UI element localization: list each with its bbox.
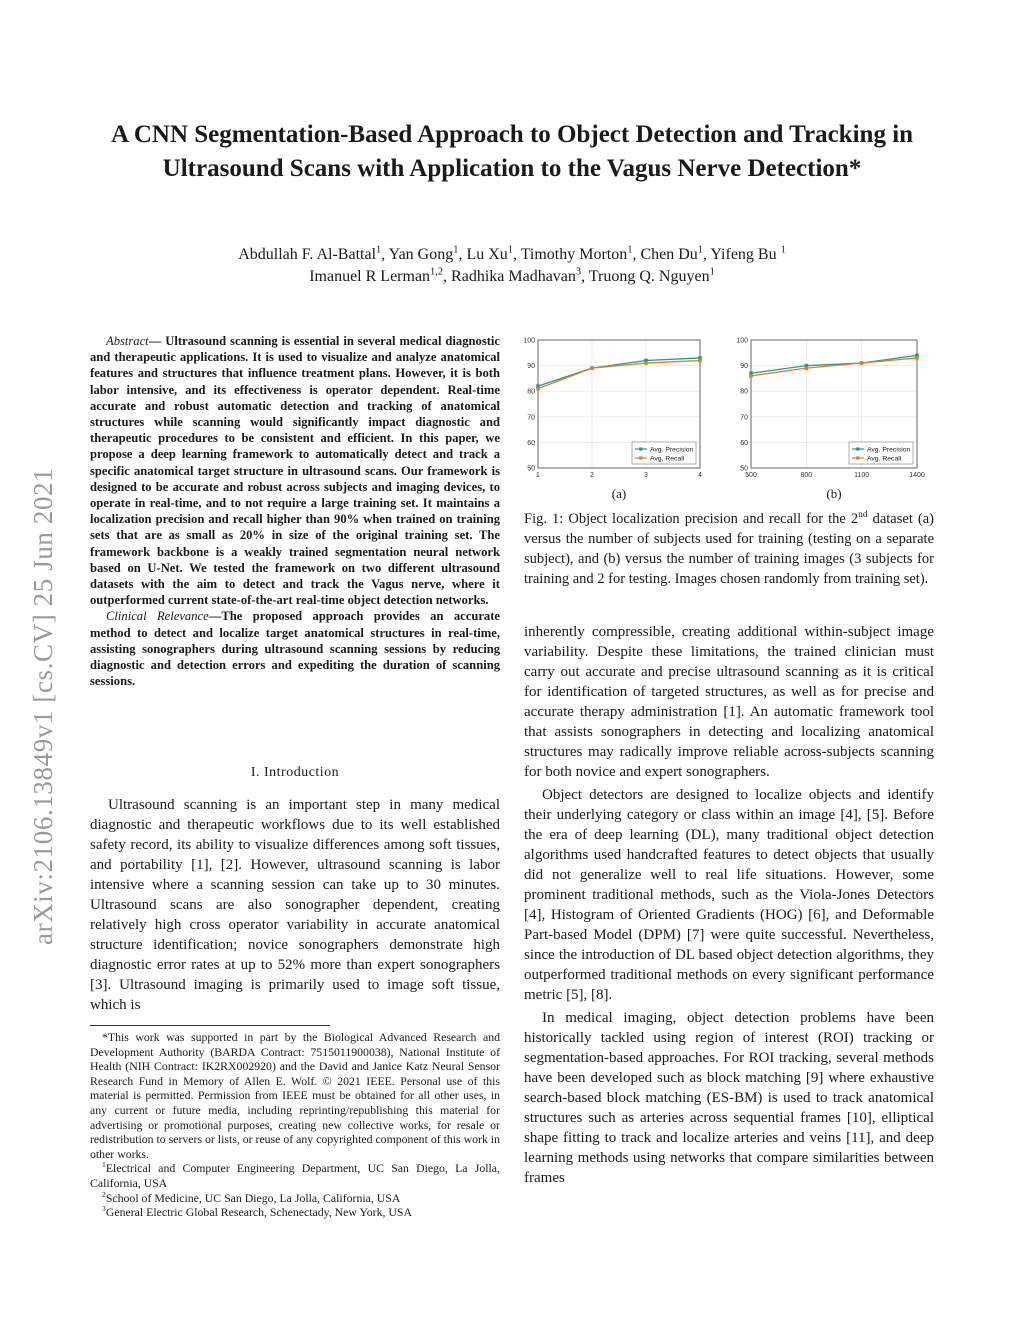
subfigure-label: (a) [611, 486, 627, 501]
body-paragraph: Object detectors are designed to localize objects and identify their underlying category or class within an image [4], [5]. Before the era of deep learning (DL), many traditional object detection algorithms used handcrafted features to detect objects that usually did not generalize well to real life situations. However, some prominent traditional methods, such as the Viola-Jones Detectors [4], Histogram of Oriented Gradients (HOG) [6], and Deformable Part-based Model (DPM) [7] were quite successful. Nevertheless, since the introduction of DL based object detection algorithms, they outperformed traditional methods on every significant performance metric [5], [8]. [524, 787, 934, 1003]
footnote-divider [90, 1025, 330, 1026]
legend-label: Avg. Recall [650, 455, 685, 463]
affiliation-mark: 1 [697, 244, 703, 256]
author-name: Imanuel R Lerman [309, 268, 431, 285]
x-tick-label: 1100 [854, 472, 870, 479]
data-point [915, 356, 919, 360]
author-line-1: Abdullah F. Al-Battal$^1$, Yan Gong$^1$, Lu Xu$^1$, Timothy Morton$^1$, Chen Du$^1$, Yifeng Bu $^1$ [238, 244, 786, 263]
data-point [536, 387, 540, 391]
intro-paragraph: Ultrasound scanning is an important step in many medical diagnostic and therapeutic workflows due to its well established safety record, its ability to visualize differences among soft tissues, and portability [1], [2]. However, ultrasound scanning is labor intensive where a scanning session can take up to 30 minutes. Ultrasound scans are also sonographer dependent, creating relatively high cross operator variability in accurate anatomical structure identification; novice sonographers demonstrate high diagnostic error rates at up to 52% more than expert sonographers [3]. Ultrasound imaging is primarily used to image soft tissue, which is [90, 797, 500, 1013]
x-tick-label: 2 [590, 472, 594, 479]
author-name: Yifeng Bu [710, 246, 777, 263]
right-column-body [524, 622, 934, 1188]
series-line [751, 358, 917, 376]
legend-marker [856, 456, 859, 459]
author-name: Abdullah F. Al-Battal [238, 246, 377, 263]
y-tick-label: 50 [527, 465, 535, 473]
author-name: Chen Du [640, 246, 698, 263]
data-point [805, 366, 809, 370]
affiliation-mark: 1 [709, 266, 715, 278]
affiliation-mark: 1 [376, 244, 382, 256]
clinical-relevance-paragraph [90, 608, 500, 689]
clinical-relevance-text: —The proposed approach provides an accurate method to detect and localize target anatomical structures in real-time, assisting sonographers during ultrasound scanning sessions by reducing diagnostic and detection errors and expediting the duration of scanning sessions. [90, 609, 500, 689]
body-paragraph: inherently compressible, creating additional within-subject image variability. Despite these limitations, the trained clinician must carry out accurate and precise ultrasound scanning as it is critical for identification of targeted structures, as well as for precise and accurate therapy administration [1]. An automatic framework tool that assists sonographers in detecting and localizing anatomical structures may radically improve reliable across-subjects scanning for both novice and expert sonographers. [524, 624, 934, 780]
affiliation-footnote: $^1$Electrical and Computer Engineering Department, UC San Diego, La Jolla, California, USA [90, 1160, 500, 1190]
clinical-relevance-label: Clinical Relevance [106, 609, 209, 624]
data-point [644, 361, 648, 365]
section-heading: I. Introduction [250, 765, 340, 780]
affiliation-mark: 1 [507, 244, 513, 256]
paper-title: A CNN Segmentation-Based Approach to Object Detection and Tracking in Ultrasound Scans with Application to the Vagus Nerve Detection* [110, 121, 914, 182]
y-tick-label: 70 [527, 414, 535, 422]
y-tick-label: 100 [736, 337, 748, 345]
affiliation-mark: 1 [627, 244, 633, 256]
affiliation-footnote: $^2$School of Medicine, UC San Diego, La Jolla, California, USA [102, 1189, 401, 1205]
legend-marker [856, 447, 859, 450]
y-tick-label: 70 [740, 414, 748, 422]
legend-marker [639, 447, 642, 450]
y-tick-label: 80 [527, 388, 535, 396]
y-tick-label: 60 [740, 439, 748, 447]
arxiv-identifier: arXiv:2106.13849v1 [cs.CV] 25 Jun 2021 [28, 467, 58, 945]
figure-1-charts [518, 328, 934, 510]
abstract-text: — Ultrasound scanning is essential in several medical diagnostic and therapeutic applications. It is used to visualize and analyze anatomical features and structures that influence treatment plans. However, it is both labor intensive, and its effectiveness is operator dependent. Real-time accurate and robust automatic detection and tracking of anatomical structures while scanning would significantly impact diagnostic and therapeutic procedures to be consistent and efficient. In this paper, we propose a deep learning framework to automatically detect and track a specific anatomical target structure in ultrasound scans. Our framework is designed to be accurate and robust across subjects and imaging devices, to operate in real-time, and to not require a large training set. It maintains a localization precision and recall higher than 90% when trained on training sets that are as small as 20% in size of the original training set. The framework backbone is a weakly trained segmentation neural network based on U-Net. We tested the framework on two different ultrasound datasets with the aim to detect and track the Vagus nerve, where it outperformed current state-of-the-art real-time object detection networks. [90, 334, 500, 608]
x-tick-label: 800 [800, 472, 813, 479]
body-paragraph: In medical imaging, object detection problems have been historically tackled using region of interest (ROI) tracking or segmentation-based approaches. For ROI tracking, several methods have been developed such as block matching [9] where exhaustive search-based block matching (ES-BM) is used to track anatomical structures such as arteries across sequential frames [10], elliptical shape fitting to track and localize arteries and veins [11], and deep learning methods using networks that compare similarities between frames [524, 1010, 934, 1186]
y-tick-label: 50 [740, 465, 748, 473]
author-name: Lu Xu [466, 246, 508, 263]
affiliation-mark: 1 [453, 244, 459, 256]
series-line [751, 355, 917, 373]
legend-label: Avg. Recall [867, 455, 902, 463]
data-point [749, 374, 753, 378]
author-name: Yan Gong [388, 246, 454, 263]
x-tick-label: 4 [698, 472, 702, 479]
y-tick-label: 100 [523, 337, 535, 345]
abstract-paragraph [90, 333, 500, 608]
affiliation-mark: 3 [575, 266, 582, 278]
figure-caption: Fig. 1: Object localization precision and recall for the 2nd dataset (a) versus the number of subjects used for training (testing on a separate subject), and (b) versus the number of training images (3 subjects for training and 2 for testing. Images chosen randomly from training set). [524, 510, 934, 587]
y-tick-label: 90 [740, 363, 748, 371]
author-name: Timothy Morton [520, 246, 628, 263]
legend-marker [639, 456, 642, 459]
legend-label: Avg. Precision [867, 446, 911, 454]
x-tick-label: 1 [536, 472, 540, 479]
x-tick-label: 500 [745, 472, 757, 479]
chart-panel [523, 338, 702, 502]
data-point [860, 361, 864, 365]
x-tick-label: 1400 [909, 472, 925, 479]
chart-panel [736, 338, 925, 502]
affiliation-mark: 1,2 [430, 266, 444, 278]
affiliation-mark: 1 [780, 244, 786, 256]
subfigure-label: (b) [826, 486, 842, 501]
x-tick-label: 3 [644, 472, 648, 479]
data-point [698, 359, 702, 363]
y-tick-label: 80 [740, 388, 748, 396]
affiliation-footnote: $^3$General Electric Global Research, Schenectady, New York, USA [102, 1204, 413, 1220]
y-tick-label: 90 [527, 363, 535, 371]
author-line-2: Imanuel R Lerman$^{1,2}$, Radhika Madhavan$^3$, Truong Q. Nguyen$^1$ [309, 266, 715, 285]
funding-footnote: *This work was supported in part by the Biological Advanced Research and Development Authority (BARDA Contract: 7515011900038), National Institute of Health (NIH Contract: IK2RX002920) and the David and Janice Katz Neural Sensor Research Fund in Memory of Allen E. Wolf. © 2021 IEEE. Personal use of this material is permitted. Permission from IEEE must be obtained for all other uses, in any current or future media, including reprinting/republishing this material for advertising or promotional purposes, creating new collective works, for resale or redistribution to servers or lists, or reuse of any copyrighted component of this work in other works. [90, 1030, 500, 1161]
y-tick-label: 60 [527, 439, 535, 447]
data-point [590, 366, 594, 370]
abstract [90, 333, 500, 689]
author-name: Radhika Madhavan [451, 268, 576, 285]
footnotes [90, 1030, 500, 1220]
legend-label: Avg. Precision [650, 446, 694, 454]
author-name: Truong Q. Nguyen [588, 268, 710, 285]
author-list [90, 244, 934, 288]
introduction-body [90, 795, 500, 1015]
abstract-label: Abstract [106, 334, 149, 348]
